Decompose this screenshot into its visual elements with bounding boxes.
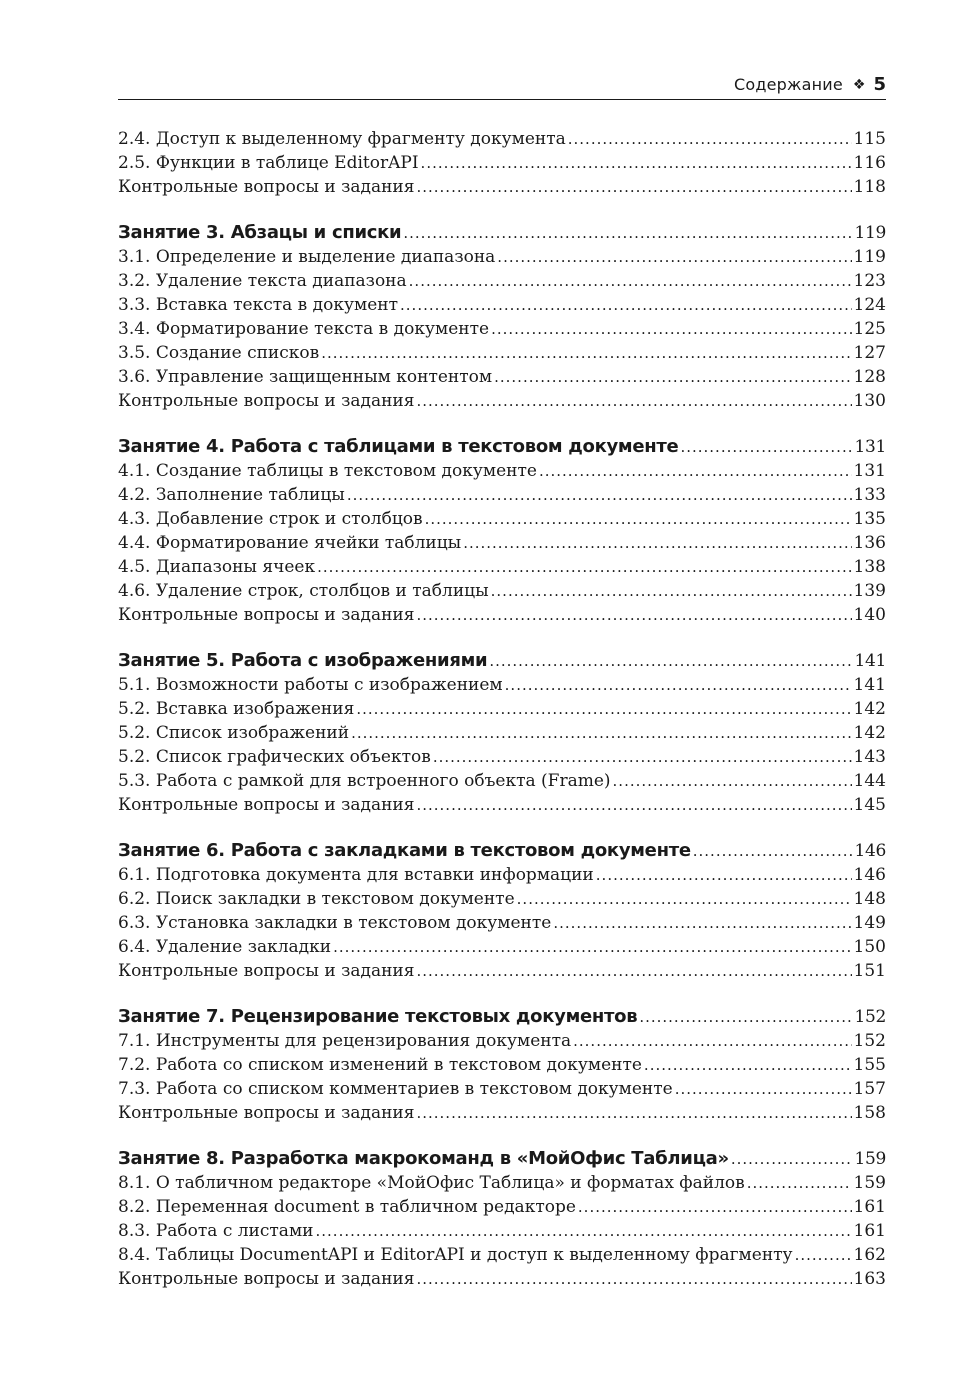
- page-number: 5: [873, 74, 886, 95]
- dot-leader: [403, 221, 852, 245]
- toc-entry[interactable]: [118, 1267, 886, 1291]
- toc-entry[interactable]: [118, 721, 886, 745]
- dot-leader: [568, 127, 852, 151]
- toc-entry[interactable]: [118, 293, 886, 317]
- toc-chapter-heading-title: Занятие 5. Работа с изображениями: [118, 650, 488, 671]
- toc-entry-title: 5.1. Возможности работы с изображением: [118, 675, 503, 695]
- dot-leader: [421, 151, 852, 175]
- toc-entry-page-number: 159: [853, 1173, 886, 1193]
- toc-chapter-heading-page-number: 131: [854, 437, 886, 457]
- dot-leader: [347, 483, 852, 507]
- toc-entry-title: 3.5. Создание списков: [118, 343, 320, 363]
- toc-chapter-heading[interactable]: [118, 1147, 886, 1171]
- section-gap: [118, 1125, 886, 1147]
- toc-entry[interactable]: [118, 935, 886, 959]
- toc-entry[interactable]: [118, 1029, 886, 1053]
- toc-entry-title: 3.4. Форматирование текста в документе: [118, 319, 490, 339]
- toc-entry-page-number: 158: [853, 1103, 886, 1123]
- toc-entry-title: 3.3. Вставка текста в документ: [118, 295, 399, 315]
- dot-leader: [433, 745, 852, 769]
- table-of-contents: [118, 127, 886, 1291]
- dot-leader: [539, 459, 852, 483]
- toc-entry-title: 5.2. Список графических объектов: [118, 747, 431, 767]
- toc-entry[interactable]: [118, 887, 886, 911]
- toc-chapter-heading-page-number: 119: [854, 223, 886, 243]
- dot-leader: [596, 863, 852, 887]
- toc-entry-title: Контрольные вопросы и задания: [118, 605, 415, 625]
- toc-entry-page-number: 135: [853, 509, 886, 529]
- dot-leader: [795, 1243, 852, 1267]
- toc-entry-page-number: 124: [853, 295, 886, 315]
- toc-entry-page-number: 116: [853, 153, 886, 173]
- toc-entry-title: Контрольные вопросы и задания: [118, 177, 415, 197]
- toc-entry-title: 6.2. Поиск закладки в текстовом документе: [118, 889, 515, 909]
- toc-chapter-heading-title: Занятие 8. Разработка макрокоманд в «МойОфис Таблица»: [118, 1148, 729, 1169]
- toc-chapter-heading-page-number: 152: [854, 1007, 886, 1027]
- toc-chapter-heading-page-number: 146: [854, 841, 886, 861]
- dot-leader: [747, 1171, 852, 1195]
- toc-entry-title: Контрольные вопросы и задания: [118, 961, 415, 981]
- dot-leader: [639, 1005, 852, 1029]
- toc-entry-title: 6.3. Установка закладки в текстовом документе: [118, 913, 552, 933]
- dot-leader: [400, 293, 852, 317]
- running-header: [118, 70, 886, 100]
- section-gap: [118, 413, 886, 435]
- toc-entry[interactable]: [118, 745, 886, 769]
- toc-entry-page-number: 148: [853, 889, 886, 909]
- toc-chapter-heading-title: Занятие 3. Абзацы и списки: [118, 222, 402, 243]
- dot-leader: [416, 1101, 851, 1125]
- toc-entry-page-number: 119: [853, 247, 886, 267]
- toc-entry[interactable]: [118, 1195, 886, 1219]
- toc-entry[interactable]: [118, 673, 886, 697]
- toc-chapter-heading-page-number: 141: [854, 651, 886, 671]
- toc-entry[interactable]: [118, 1053, 886, 1077]
- toc-entry[interactable]: [118, 341, 886, 365]
- toc-entry-page-number: 139: [853, 581, 886, 601]
- toc-entry[interactable]: [118, 1101, 886, 1125]
- toc-entry-page-number: 127: [853, 343, 886, 363]
- dot-leader: [491, 317, 851, 341]
- toc-entry[interactable]: [118, 365, 886, 389]
- toc-entry-page-number: 142: [853, 699, 886, 719]
- dot-leader: [491, 579, 852, 603]
- toc-entry-page-number: 136: [853, 533, 886, 553]
- toc-entry-title: 8.1. О табличном редакторе «МойОфис Таблица» и форматах файлов: [118, 1173, 745, 1193]
- dot-leader: [356, 697, 851, 721]
- section-gap: [118, 983, 886, 1005]
- toc-entry[interactable]: [118, 151, 886, 175]
- toc-entry-title: 4.6. Удаление строк, столбцов и таблицы: [118, 581, 489, 601]
- dot-leader: [693, 839, 853, 863]
- toc-entry-title: 4.2. Заполнение таблицы: [118, 485, 345, 505]
- toc-chapter-heading[interactable]: [118, 435, 886, 459]
- toc-entry[interactable]: [118, 911, 886, 935]
- section-gap: [118, 199, 886, 221]
- toc-entry[interactable]: [118, 959, 886, 983]
- toc-entry[interactable]: [118, 389, 886, 413]
- dot-leader: [463, 531, 851, 555]
- toc-entry[interactable]: [118, 531, 886, 555]
- dot-leader: [416, 603, 851, 627]
- toc-entry-title: 3.6. Управление защищенным контентом: [118, 367, 493, 387]
- toc-entry-title: 8.2. Переменная document в табличном редакторе: [118, 1197, 576, 1217]
- toc-entry[interactable]: [118, 769, 886, 793]
- toc-entry-title: 2.5. Функции в таблице EditorAPI: [118, 153, 419, 173]
- toc-entry-page-number: 133: [853, 485, 886, 505]
- toc-chapter-heading-title: Занятие 6. Работа с закладками в текстовом документе: [118, 840, 691, 861]
- toc-entry-title: Контрольные вопросы и задания: [118, 1103, 415, 1123]
- dot-leader: [613, 769, 852, 793]
- toc-entry[interactable]: [118, 1171, 886, 1195]
- ornament-icon: ❖: [852, 76, 866, 93]
- dot-leader: [505, 673, 852, 697]
- toc-entry-page-number: 161: [853, 1221, 886, 1241]
- dot-leader: [317, 555, 851, 579]
- toc-entry[interactable]: [118, 459, 886, 483]
- toc-entry-title: 4.4. Форматирование ячейки таблицы: [118, 533, 462, 553]
- toc-entry[interactable]: [118, 245, 886, 269]
- toc-entry-title: Контрольные вопросы и задания: [118, 795, 415, 815]
- toc-entry-title: 3.1. Определение и выделение диапазона: [118, 247, 496, 267]
- dot-leader: [578, 1195, 852, 1219]
- toc-entry-title: 5.2. Список изображений: [118, 723, 350, 743]
- toc-entry-page-number: 142: [853, 723, 886, 743]
- dot-leader: [351, 721, 851, 745]
- dot-leader: [489, 649, 852, 673]
- section-gap: [118, 817, 886, 839]
- toc-entry-page-number: 152: [853, 1031, 886, 1051]
- toc-entry[interactable]: [118, 269, 886, 293]
- toc-entry-page-number: 140: [853, 605, 886, 625]
- toc-entry-page-number: 145: [853, 795, 886, 815]
- toc-entry-page-number: 125: [853, 319, 886, 339]
- toc-entry-title: 4.3. Добавление строк и столбцов: [118, 509, 423, 529]
- toc-entry-title: 8.3. Работа с листами: [118, 1221, 314, 1241]
- dot-leader: [553, 911, 851, 935]
- toc-entry-page-number: 163: [853, 1269, 886, 1289]
- toc-entry-page-number: 128: [853, 367, 886, 387]
- toc-entry-page-number: 141: [853, 675, 886, 695]
- toc-entry-title: Контрольные вопросы и задания: [118, 1269, 415, 1289]
- toc-entry[interactable]: [118, 1219, 886, 1243]
- dot-leader: [680, 435, 852, 459]
- dot-leader: [321, 341, 851, 365]
- toc-entry-title: 2.4. Доступ к выделенному фрагменту документа: [118, 129, 566, 149]
- toc-entry[interactable]: [118, 175, 886, 199]
- toc-entry-title: 6.4. Удаление закладки: [118, 937, 332, 957]
- toc-entry[interactable]: [118, 555, 886, 579]
- dot-leader: [644, 1053, 852, 1077]
- toc-entry-title: 5.2. Вставка изображения: [118, 699, 355, 719]
- toc-entry-page-number: 161: [853, 1197, 886, 1217]
- toc-entry-title: Контрольные вопросы и задания: [118, 391, 415, 411]
- toc-entry[interactable]: [118, 127, 886, 151]
- toc-entry[interactable]: [118, 317, 886, 341]
- dot-leader: [333, 935, 851, 959]
- dot-leader: [416, 793, 851, 817]
- toc-entry-page-number: 118: [853, 177, 886, 197]
- toc-chapter-heading-page-number: 159: [854, 1149, 886, 1169]
- toc-entry-page-number: 131: [853, 461, 886, 481]
- toc-entry-page-number: 143: [853, 747, 886, 767]
- toc-entry-page-number: 162: [853, 1245, 886, 1265]
- toc-entry-page-number: 150: [853, 937, 886, 957]
- toc-chapter-heading[interactable]: [118, 221, 886, 245]
- dot-leader: [494, 365, 851, 389]
- toc-entry-title: 3.2. Удаление текста диапазона: [118, 271, 407, 291]
- toc-entry-page-number: 115: [853, 129, 886, 149]
- header-title: Содержание: [733, 75, 843, 94]
- toc-entry[interactable]: [118, 1077, 886, 1101]
- toc-entry[interactable]: [118, 507, 886, 531]
- toc-entry[interactable]: [118, 483, 886, 507]
- toc-entry[interactable]: [118, 863, 886, 887]
- dot-leader: [573, 1029, 851, 1053]
- dot-leader: [416, 1267, 851, 1291]
- toc-chapter-heading[interactable]: [118, 839, 886, 863]
- dot-leader: [675, 1077, 852, 1101]
- section-gap: [118, 627, 886, 649]
- toc-chapter-heading[interactable]: [118, 649, 886, 673]
- dot-leader: [316, 1219, 852, 1243]
- dot-leader: [416, 389, 851, 413]
- toc-entry-page-number: 138: [853, 557, 886, 577]
- toc-entry-page-number: 151: [853, 961, 886, 981]
- toc-entry-page-number: 130: [853, 391, 886, 411]
- dot-leader: [416, 959, 851, 983]
- toc-entry-page-number: 155: [853, 1055, 886, 1075]
- toc-entry-title: 8.4. Таблицы DocumentAPI и EditorAPI и доступ к выделенному фрагменту: [118, 1245, 793, 1265]
- toc-entry-title: 7.1. Инструменты для рецензирования документа: [118, 1031, 572, 1051]
- toc-entry[interactable]: [118, 697, 886, 721]
- toc-entry-title: 4.1. Создание таблицы в текстовом документе: [118, 461, 537, 481]
- toc-entry-title: 4.5. Диапазоны ячеек: [118, 557, 316, 577]
- dot-leader: [497, 245, 851, 269]
- dot-leader: [425, 507, 852, 531]
- toc-chapter-heading-title: Занятие 7. Рецензирование текстовых документов: [118, 1006, 638, 1027]
- dot-leader: [409, 269, 852, 293]
- toc-entry[interactable]: [118, 579, 886, 603]
- toc-entry-page-number: 144: [853, 771, 886, 791]
- toc-entry-title: 7.3. Работа со списком комментариев в текстовом документе: [118, 1079, 673, 1099]
- toc-entry-page-number: 157: [853, 1079, 886, 1099]
- toc-entry-page-number: 149: [853, 913, 886, 933]
- toc-entry[interactable]: [118, 1243, 886, 1267]
- toc-entry-title: 7.2. Работа со списком изменений в текстовом документе: [118, 1055, 642, 1075]
- dot-leader: [416, 175, 851, 199]
- toc-chapter-heading[interactable]: [118, 1005, 886, 1029]
- toc-entry-title: 5.3. Работа с рамкой для встроенного объекта (Frame): [118, 771, 611, 791]
- toc-entry[interactable]: [118, 793, 886, 817]
- toc-entry[interactable]: [118, 603, 886, 627]
- toc-entry-page-number: 123: [853, 271, 886, 291]
- toc-entry-page-number: 146: [853, 865, 886, 885]
- toc-entry-title: 6.1. Подготовка документа для вставки информации: [118, 865, 594, 885]
- dot-leader: [731, 1147, 853, 1171]
- dot-leader: [517, 887, 852, 911]
- toc-chapter-heading-title: Занятие 4. Работа с таблицами в текстовом документе: [118, 436, 679, 457]
